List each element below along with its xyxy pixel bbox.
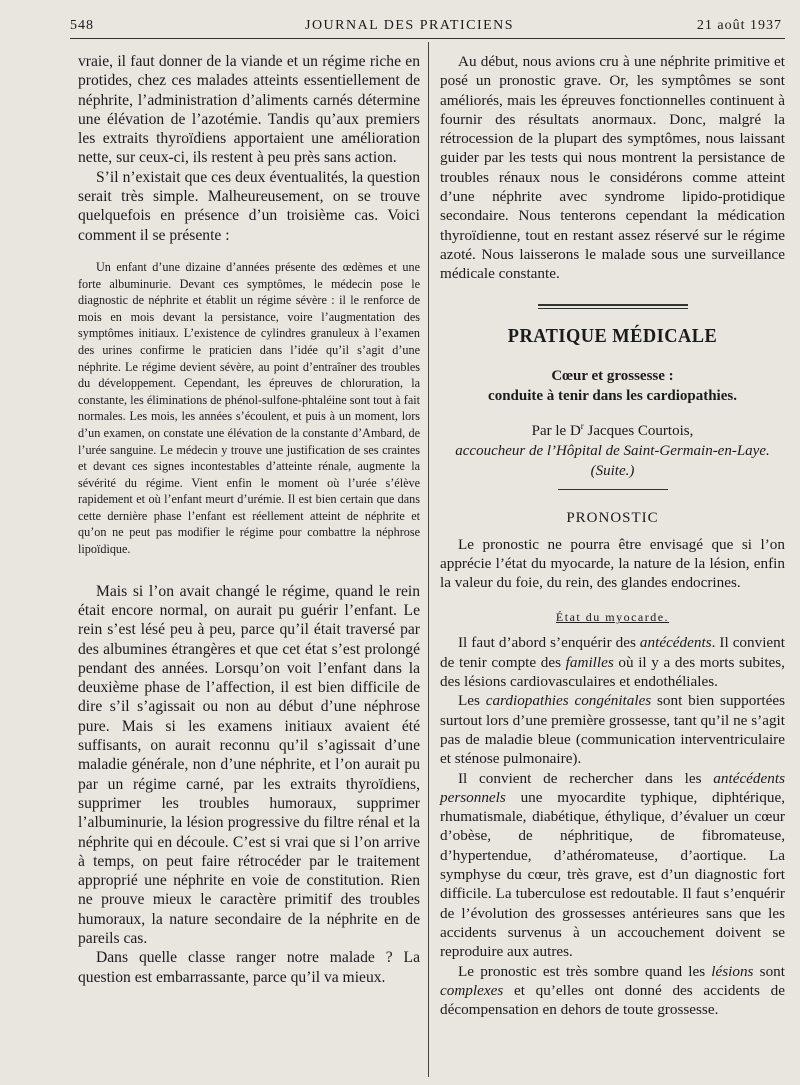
article-title <box>440 366 785 406</box>
paragraph <box>440 769 785 962</box>
article-title-line: Cœur et grossesse : <box>551 367 674 384</box>
journal-title: JOURNAL DES PRATICIENS <box>305 18 515 33</box>
left-column <box>78 52 420 987</box>
text-run: sont bien supportées surtout lors d’une première grossesse, tant qu’il ne s’agit pas de maladie bleue (communication interventriculaire et sténose pulmonaire). <box>440 692 785 768</box>
text-run: Il convient de rechercher dans les <box>458 769 714 787</box>
emphasis: cardiopathies congénitales <box>485 692 652 710</box>
short-rule <box>558 489 668 490</box>
right-column <box>440 52 785 1019</box>
paragraph: Mais si l’on avait changé le régime, quand le rein était encore normal, on aurait pu guérir l’enfant. Le rein s’est lésé peu à peu, parce qu’il était traversé par des albumines étrangères et que cet état s’est prolongé pendant des années. Lorsqu’on voit l’enfant dans la deuxième phase de l’affection, il est bien difficile de dire s’il s’agissait ou non au début d’une néphrose pure. Mais si les examens initiaux avaient été suffisants, on aurait reconnu qu’il s’agissait d’une maladie générale, non d’une néphrite, et l’on aurait pu par un régime carné, par les extraits thyroïdiens, supprimer les troubles humoraux, supprimer l’albuminurie, la lésion progressive du filtre rénal et la néphrite qui en découle. C’est si vrai que si l’on arrive à temps, on peut faire rétrocéder par le traitement approprié une néphrite en voie de constitution. Rien ne prouve mieux le caractère primitif des troubles humoraux, la nature secondaire de la néphrite en de pareils cas. <box>78 582 420 947</box>
page-number: 548 <box>70 18 94 33</box>
text-run: une myocardite typhique, diphtérique, rhumatismale, diabétique, éthylique, d’évaluer un cœur d’obèse, de néphritique, de fibromateuse, d’hypertendue, d’athéromateuse, d’aortique. La symphyse du cœur, très grave, est d’un diagnostic fort difficile. La tuberculose est redoutable. Il faut s’enquérir de l’évolution des grossesses antérieures sans que les accidents survenus à un accouchement doivent se reproduire aux autres. <box>440 788 785 961</box>
emphasis: antécédents <box>639 634 712 652</box>
author-affiliation: accoucheur de l’Hôpital de Saint-Germain-en-Laye. <box>455 442 770 459</box>
text-run: où il y a des morts subites, des lésions cardiovasculaires et endothéliales. <box>440 653 785 691</box>
text-run: . Il convient de tenir compte des <box>440 634 785 671</box>
author-prefix: Par le D <box>531 422 581 439</box>
page-header <box>70 14 782 36</box>
author-prefix-sup: r <box>580 420 584 431</box>
text-run: Il faut d’abord s’enquérir des <box>458 634 640 652</box>
paragraph: S’il n’existait que ces deux éventualités, la question serait très simple. Malheureusement, on se trouve quelquefois en présence d’un troisième cas. Voici comment il se présente : <box>78 168 420 244</box>
paragraph: vraie, il faut donner de la viande et un régime riche en protides, chez ces malades atteints essentiellement de néphrite, l’administration d’aliments carnés détermine une élévation de l’azotémie. Tandis qu’aux premiers les extraits thyroïdiens apportaient une amélioration nette, sur ceux-ci, ils restent à peu près sans action. <box>78 53 420 167</box>
author-name: Jacques Courtois, <box>583 422 694 439</box>
emphasis: lésions <box>711 962 754 980</box>
heading-myocarde-text: État du myocarde. <box>555 610 670 625</box>
emphasis: antécédents personnels <box>440 769 785 806</box>
section-title: PRATIQUE MÉDICALE <box>507 324 718 347</box>
author-line <box>440 416 785 441</box>
text-run: Le pronostic est très sombre quand les <box>458 962 712 980</box>
text-run: sont <box>753 962 785 980</box>
text-run: et qu’elles ont donné des accidents de décompensation en dehors de toute grossesse. <box>440 981 785 1019</box>
paragraph: Dans quelle classe ranger notre malade ? La question est embarrassante, parce qu’il va mieux. <box>78 949 420 986</box>
heading-myocarde <box>440 610 785 625</box>
article-title-line: conduite à tenir dans les cardiopathies. <box>488 387 737 404</box>
emphasis: familles <box>565 653 614 671</box>
paragraph: Le pronostic ne pourra être envisagé que si l’on apprécie l’état du myocarde, la nature de la lésion, enfin la valeur du foie, du rein, des glandes endocrines. <box>440 535 785 592</box>
column-divider <box>428 42 429 1077</box>
paragraph <box>440 691 785 768</box>
paragraph <box>440 633 785 691</box>
paragraph: Au début, nous avions cru à une néphrite primitive et posé un pronostic grave. Or, les symptômes se sont améliorés, mais les épreuves fonctionnelles continuent à fournir des résultats anormaux. Donc, malgré la rétrocession de la plupart des symptômes, nous laissant guider par les tests qui nous montrent la persistance de troubles rénaux nous le considérons comme atteint d’une néphrite avec syndrome lipido-protidique secondaire. Nous tenterons cependant la médication thyroïdienne, tout en restant assez réservé sur le régime azoté. Nous laisserons le malade sous une surveillance médicale constante. <box>440 53 785 283</box>
heading-pronostic: PRONOSTIC <box>566 509 659 526</box>
case-description: Un enfant d’une dizaine d’années présente des œdèmes et une forte albuminurie. Devant ces symptômes, le médecin pose le diagnostic de néphrite et établit un régime sévère : il le renforce de mois en mois devant la persistance, voire l’augmentation des symptômes initiaux. L’existence de cylindres granuleux à l’examen des urines confirme le praticien dans l’idée qu’il s’agit d’une néphrite. Le régime devient sévère, au point d’entraîner des troubles du développement. Cependant, les épreuves de chloruration, la constante, les éliminations de phénol-sulfone-phtaléine sont tout à fait normales. Les mois, les années s’écoulent, et puis à un moment, lors d’un examen, on constate une élévation de la constante d’Ambard, de l’urée sanguine. Le médecin y trouve une justification de ses craintes et devant ces signes incontestables d’atteinte rénale, augmente la sévérité du régime. Vient enfin le moment où l’urée s’élève rapidement et où l’enfant meurt d’urémie. Il est bien certain que dans cette dernière phase l’enfant est réellement atteint de néphrite et qu’on ne peut pas modifier le régime pour combattre la néphrose lipoïdique. <box>78 259 420 557</box>
text-run: Les <box>458 692 486 710</box>
issue-date: 21 août 1937 <box>696 18 782 33</box>
paragraph <box>440 962 785 1020</box>
emphasis: complexes <box>440 981 504 999</box>
header-rule <box>70 38 785 39</box>
section-separator <box>538 304 688 309</box>
suite-note: (Suite.) <box>590 462 635 479</box>
